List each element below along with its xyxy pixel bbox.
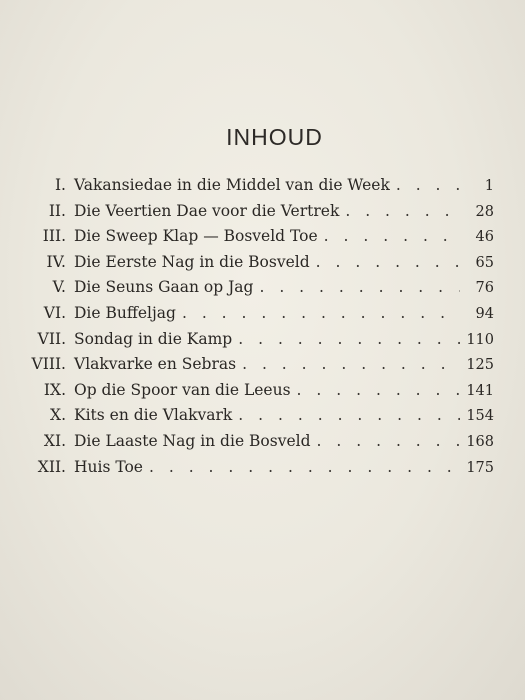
dot-leader bbox=[176, 301, 460, 327]
toc-entry bbox=[24, 199, 494, 225]
page-number: 28 bbox=[475, 203, 494, 220]
toc-entry bbox=[24, 173, 494, 199]
chapter-number: IX. bbox=[43, 380, 66, 399]
chapter-title: Kits en die Vlakvark bbox=[74, 406, 233, 425]
page-number: 65 bbox=[475, 254, 494, 271]
chapter-number: VIII. bbox=[31, 355, 66, 374]
chapter-title: Op die Spoor van die Leeus bbox=[74, 380, 291, 399]
toc-entry bbox=[24, 224, 494, 250]
chapter-number: XI. bbox=[43, 431, 66, 450]
dot-leader bbox=[143, 455, 460, 481]
chapter-number: VII. bbox=[37, 329, 66, 348]
toc-entry bbox=[24, 275, 494, 301]
dot-leader bbox=[339, 199, 460, 225]
chapter-number: V. bbox=[52, 278, 66, 297]
chapter-number: XII. bbox=[37, 457, 66, 476]
chapter-title: Vakansiedae in die Middel van die Week bbox=[74, 176, 390, 194]
chapter-title: Die Eerste Nag in die Bosveld bbox=[74, 252, 310, 271]
toc-entry bbox=[24, 352, 494, 378]
page-title: INHOUD bbox=[226, 124, 323, 150]
chapter-number: III. bbox=[42, 227, 66, 246]
page-number: 175 bbox=[466, 459, 494, 476]
chapter-title: Die Veertien Dae voor die Vertrek bbox=[74, 201, 340, 220]
chapter-number: IV. bbox=[46, 252, 66, 271]
chapter-title: Sondag in die Kamp bbox=[74, 329, 233, 348]
page-number: 154 bbox=[466, 408, 494, 425]
toc-entry bbox=[24, 301, 494, 327]
dot-leader bbox=[310, 250, 460, 276]
chapter-number: VI. bbox=[43, 303, 66, 322]
toc-entry bbox=[24, 378, 494, 404]
chapter-number: II. bbox=[48, 201, 66, 220]
chapter-title: Die Buffeljag bbox=[74, 303, 176, 322]
chapter-title: Die Laaste Nag in die Bosveld bbox=[74, 431, 311, 450]
toc-entry bbox=[24, 403, 494, 429]
table-of-contents bbox=[24, 173, 494, 480]
dot-leader bbox=[236, 352, 460, 378]
page-number: 94 bbox=[475, 305, 494, 322]
chapter-title: Huis Toe bbox=[74, 457, 143, 476]
page-number: 76 bbox=[475, 280, 494, 297]
page-number: 46 bbox=[475, 229, 494, 246]
dot-leader bbox=[318, 224, 460, 250]
dot-leader bbox=[291, 378, 460, 404]
toc-entry bbox=[24, 327, 494, 353]
page-number: 1 bbox=[484, 178, 494, 194]
toc-entry bbox=[24, 250, 494, 276]
chapter-title: Vlakvarke en Sebras bbox=[74, 355, 237, 374]
dot-leader bbox=[311, 429, 460, 455]
toc-entry bbox=[24, 429, 494, 455]
page-number: 110 bbox=[466, 331, 494, 348]
dot-leader bbox=[232, 403, 460, 429]
dot-leader bbox=[253, 275, 460, 301]
page-number: 141 bbox=[466, 382, 494, 399]
dot-leader bbox=[232, 327, 460, 353]
chapter-title: Die Seuns Gaan op Jag bbox=[74, 278, 254, 297]
page-number: 125 bbox=[466, 357, 494, 374]
chapter-title: Die Sweep Klap — Bosveld Toe bbox=[74, 227, 318, 246]
dot-leader bbox=[390, 173, 460, 199]
page-number: 168 bbox=[466, 433, 494, 450]
chapter-number: X. bbox=[50, 406, 66, 425]
toc-entry bbox=[24, 455, 494, 481]
chapter-number: I. bbox=[54, 176, 66, 194]
